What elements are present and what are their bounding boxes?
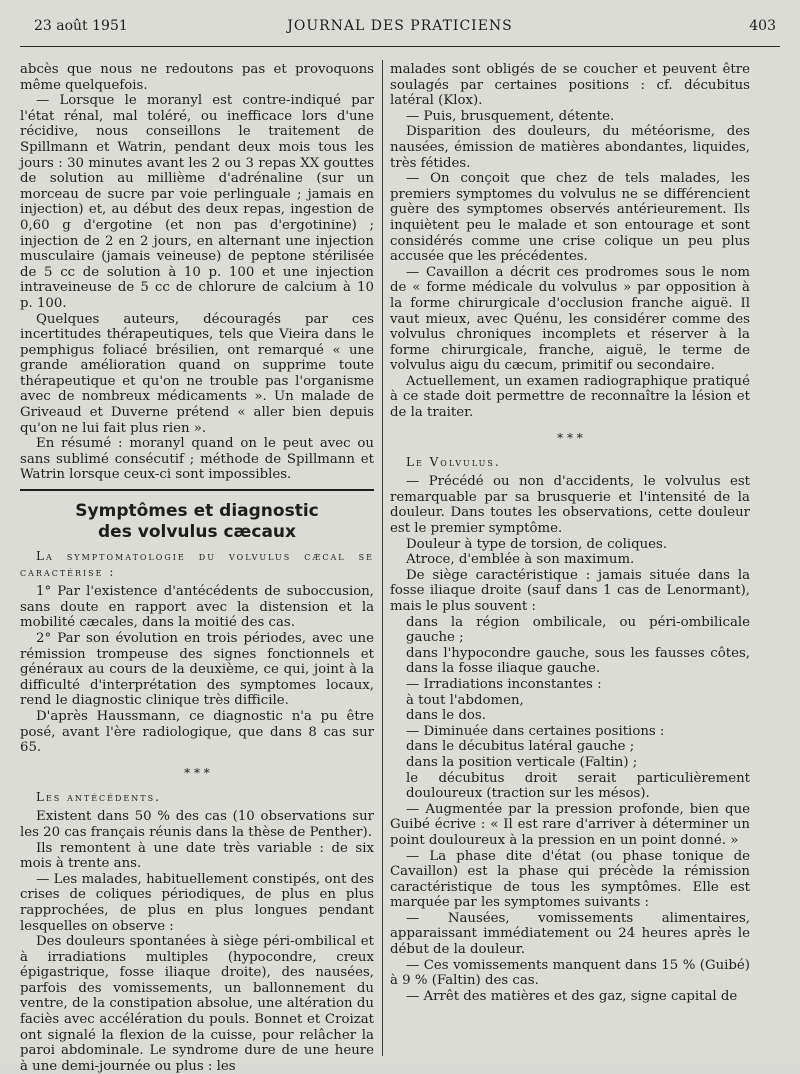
paragraph: — Cavaillon a décrit ces prodromes sous le nom de « forme médicale du volvulus » par opposition à la forme chirurgicale d'occlusion franche aiguë. Il vaut mieux, avec Quénu, les considérer comme des volvulus chroniques incomplets et réserver à la forme chirurgicale, franche, aiguë, le terme de volvulus aigu du cæcum, primitif ou secondaire. (390, 264, 750, 374)
right-column (390, 62, 750, 1052)
list-item: — Irradiations inconstantes : (406, 676, 602, 692)
header-rule (20, 46, 780, 47)
list-item: dans le dos. (406, 708, 486, 724)
paragraph: — Augmentée par la pression profonde, bien que Guibé écrive : « Il est rare d'arriver à déterminer un point douloureux à la pression en un point donné. » (390, 801, 750, 848)
paragraph: — Les malades, habituellement constipés, ont des crises de coliques périodiques, de plus en plus rapprochées, de plus en plus longues pendant lesquelles on observe : (20, 871, 374, 934)
column-divider (382, 60, 383, 1056)
section-separator: * * * (557, 430, 583, 445)
paragraph: — La phase dite d'état (ou phase tonique de Cavaillon) est la phase qui précède la rémission caractéristique de tous les symptômes. Elle est marquée par les symptomes suivants : (390, 848, 750, 911)
paragraph: Disparition des douleurs, du météorisme, des nausées, émission de matières abondantes, liquides, très fétides. (390, 124, 750, 171)
section-heading-line: des volvulus cæcaux (98, 522, 296, 543)
paragraph: malades sont obligés de se coucher et peuvent être soulagés par certaines positions : cf. décubitus latéral (Klox). (390, 62, 750, 109)
paragraph: Existent dans 50 % des cas (10 observations sur les 20 cas français réunis dans la thèse de Penther). (20, 809, 374, 840)
paragraph: — Précédé ou non d'accidents, le volvulus est remarquable par sa brusquerie et l'intensité de la douleur. Dans toutes les observations, cette douleur est le premier symptôme. (390, 474, 750, 537)
subheading: Le Volvulus. (406, 454, 501, 469)
list-item: — Diminuée dans certaines positions : (406, 723, 665, 739)
list-item: dans la région ombilicale, ou péri-ombilicale gauche ; (406, 614, 750, 646)
list-item: Douleur à type de torsion, de coliques. (406, 536, 668, 552)
paragraph: — Arrêt des matières et des gaz, signe capital de (406, 988, 738, 1004)
paragraph: — On conçoit que chez de tels malades, les premiers symptomes du volvulus ne se différencient guère des symptomes observés antérieurement. Ils inquiètent peu le malade et son entourage et sont considérés comme une crise colique un peu plus accusée que les précédentes. (390, 171, 750, 265)
subheading: La symptomatologie du volvulus cæcal se caractérise : (20, 549, 374, 579)
subheading: Les antécédents. (36, 789, 161, 804)
paragraph: abcès que nous ne redoutons pas et provoquons même quelquefois. (20, 62, 374, 93)
list-item: le décubitus droit serait particulièrement douloureux (traction sur les mésos). (406, 770, 750, 802)
page-number: 403 (749, 18, 776, 34)
paragraph: En résumé : moranyl quand on le peut avec ou sans sublimé consécutif ; méthode de Spillmann et Watrin lorsque ceux-ci sont impossibles. (20, 436, 374, 483)
paragraph: Actuellement, un examen radiographique pratiqué à ce stade doit permettre de reconnaître la lésion et de la traiter. (390, 373, 750, 421)
paragraph: 2° Par son évolution en trois périodes, avec une rémission trompeuse des signes fonctionnels et généraux au cours de la deuxième, ce qui, joint à la difficulté d'interprétation des symptomes locaux, rend le diagnostic clinique très difficile. (20, 631, 374, 709)
paragraph: 1° Par l'existence d'antécédents de suboccusion, sans doute en rapport avec la distension et la mobilité cæcales, dans la moitié des cas. (20, 584, 374, 631)
paragraph: — Nausées, vomissements alimentaires, apparaissant immédiatement ou 24 heures après le début de la douleur. (390, 910, 750, 958)
section-separator: * * * (184, 765, 210, 780)
list-item: Atroce, d'emblée à son maximum. (406, 552, 635, 568)
header-date: 23 août 1951 (34, 18, 128, 34)
list-item: à tout l'abdomen, (406, 692, 524, 708)
list-item: dans la position verticale (Faltin) ; (406, 754, 638, 770)
paragraph: Des douleurs spontanées à siège péri-ombilical et à irradiations multiples (hypocondre, creux épigastrique, fosse iliaque droite), des nausées, parfois des vomissements, un ballonnement du ventre, de la constipation absolue, une altération du faciès avec accélération du pouls. Bonnet et Croizat ont signalé la flexion de la cuisse, pour relâcher la paroi abdominale. Le syndrome dure de une heure à une demi-journée ou plus : les (20, 934, 374, 1074)
list-item: dans le décubitus latéral gauche ; (406, 739, 635, 755)
paragraph: Ils remontent à une date très variable : de six mois à trente ans. (20, 840, 374, 872)
list-item: dans l'hypocondre gauche, sous les fausses côtes, dans la fosse iliaque gauche. (406, 645, 750, 677)
paragraph: — Lorsque le moranyl est contre-indiqué par l'état rénal, mal toléré, ou inefficace lors d'une récidive, nous conseillons le traitement de Spillmann et Watrin, pendant deux mois tous les jours : 30 minutes avant les 2 ou 3 repas XX gouttes de solution au millième d'adrénaline (sur un morceau de sucre par voie perlinguale ; jamais en injection) et, au début des deux repas, ingestion de 0,60 g d'ergotine (et non pas d'ergotinine) ; injection de 2 en 2 jours, en alternant une injection musculaire (jamais veineuse) de peptone stérilisée de 5 cc de solution à 10 p. 100 et une injection intraveineuse de 5 cc de chlorure de calcium à 10 p. 100. (20, 93, 374, 311)
page-header (0, 10, 800, 40)
section-heading-line: Symptômes et diagnostic (75, 501, 319, 522)
paragraph: — Ces vomissements manquent dans 15 % (Guibé) à 9 % (Faltin) des cas. (390, 957, 750, 989)
section-heading (20, 489, 374, 543)
paragraph: — Puis, brusquement, détente. (406, 108, 615, 124)
paragraph: De siège caractéristique : jamais située dans la fosse iliaque droite (sauf dans 1 cas de Lenormant), mais le plus souvent : (390, 567, 750, 614)
paragraph: Quelques auteurs, découragés par ces incertitudes thérapeutiques, tels que Vieira dans le pemphigus foliacé brésilien, ont remarqué « une grande amélioration quand on supprime toute thérapeutique et qu'on ne trouble pas l'organisme avec de nombreux médicaments ». Un malade de Griveaud et Duverne prétend « aller bien depuis qu'on ne lui fait plus rien ». (20, 311, 374, 436)
left-column (20, 62, 374, 1074)
journal-title: JOURNAL DES PRATICIENS (287, 18, 513, 34)
paragraph: D'après Haussmann, ce diagnostic n'a pu être posé, avant l'ère radiologique, que dans 8 cas sur 65. (20, 708, 374, 756)
